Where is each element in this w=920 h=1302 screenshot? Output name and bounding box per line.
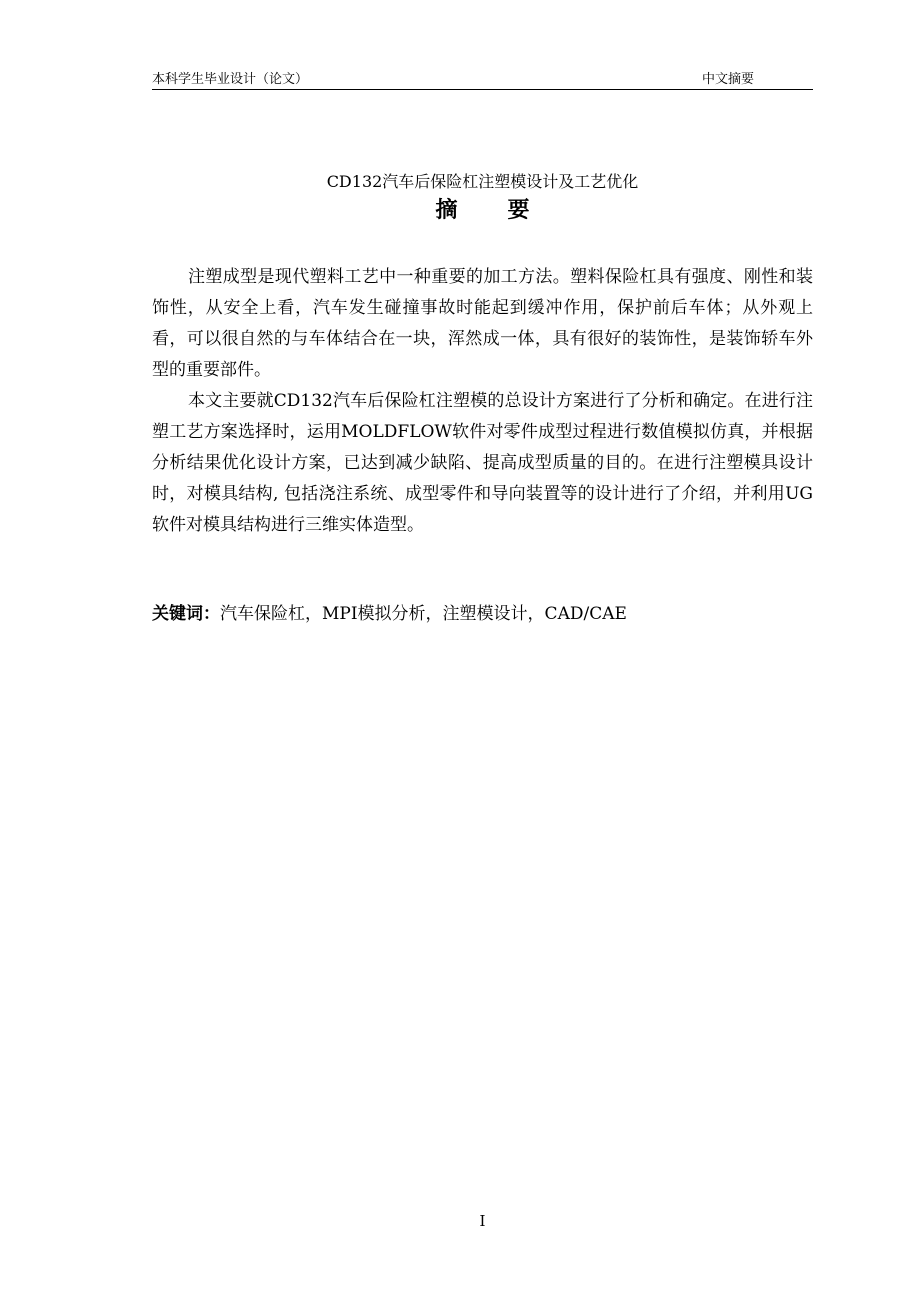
keywords-text: 汽车保险杠，MPI模拟分析，注塑模设计，CAD/CAE (220, 604, 627, 624)
header-thesis-type: 本科学生毕业设计（论文） (152, 72, 309, 87)
keywords-line (152, 600, 813, 628)
abstract-heading: 摘要 (435, 197, 580, 223)
running-header (152, 70, 813, 90)
abstract-body (152, 262, 813, 541)
header-section-name: 中文摘要 (702, 72, 755, 87)
thesis-title: CD132汽车后保险杠注塑模设计及工艺优化 (326, 172, 639, 191)
page-number: I (479, 1212, 486, 1230)
abstract-paragraph-1: 注塑成型是现代塑料工艺中一种重要的加工方法。塑料保险杠具有强度、刚性和装饰性，从安全上看，汽车发生碰撞事故时能起到缓冲作用，保护前后车体；从外观上看，可以很自然的与车体结合在一块，浑然成一体，具有很好的装饰性，是装饰轿车外型的重要部件。 (152, 267, 813, 380)
abstract-paragraph-2: 本文主要就CD132汽车后保险杠注塑模的总设计方案进行了分析和确定。在进行注塑工艺方案选择时，运用MOLDFLOW软件对零件成型过程进行数值模拟仿真，并根据分析结果优化设计方案，已达到减少缺陷、提高成型质量的目的。在进行注塑模具设计时，对模具结构, 包括浇注系统、成型零件和导向装置等的设计进行了介绍，并利用UG软件对模具结构进行三维实体造型。 (152, 391, 813, 535)
keywords-label: 关键词： (152, 604, 220, 624)
header-divider (152, 89, 813, 90)
